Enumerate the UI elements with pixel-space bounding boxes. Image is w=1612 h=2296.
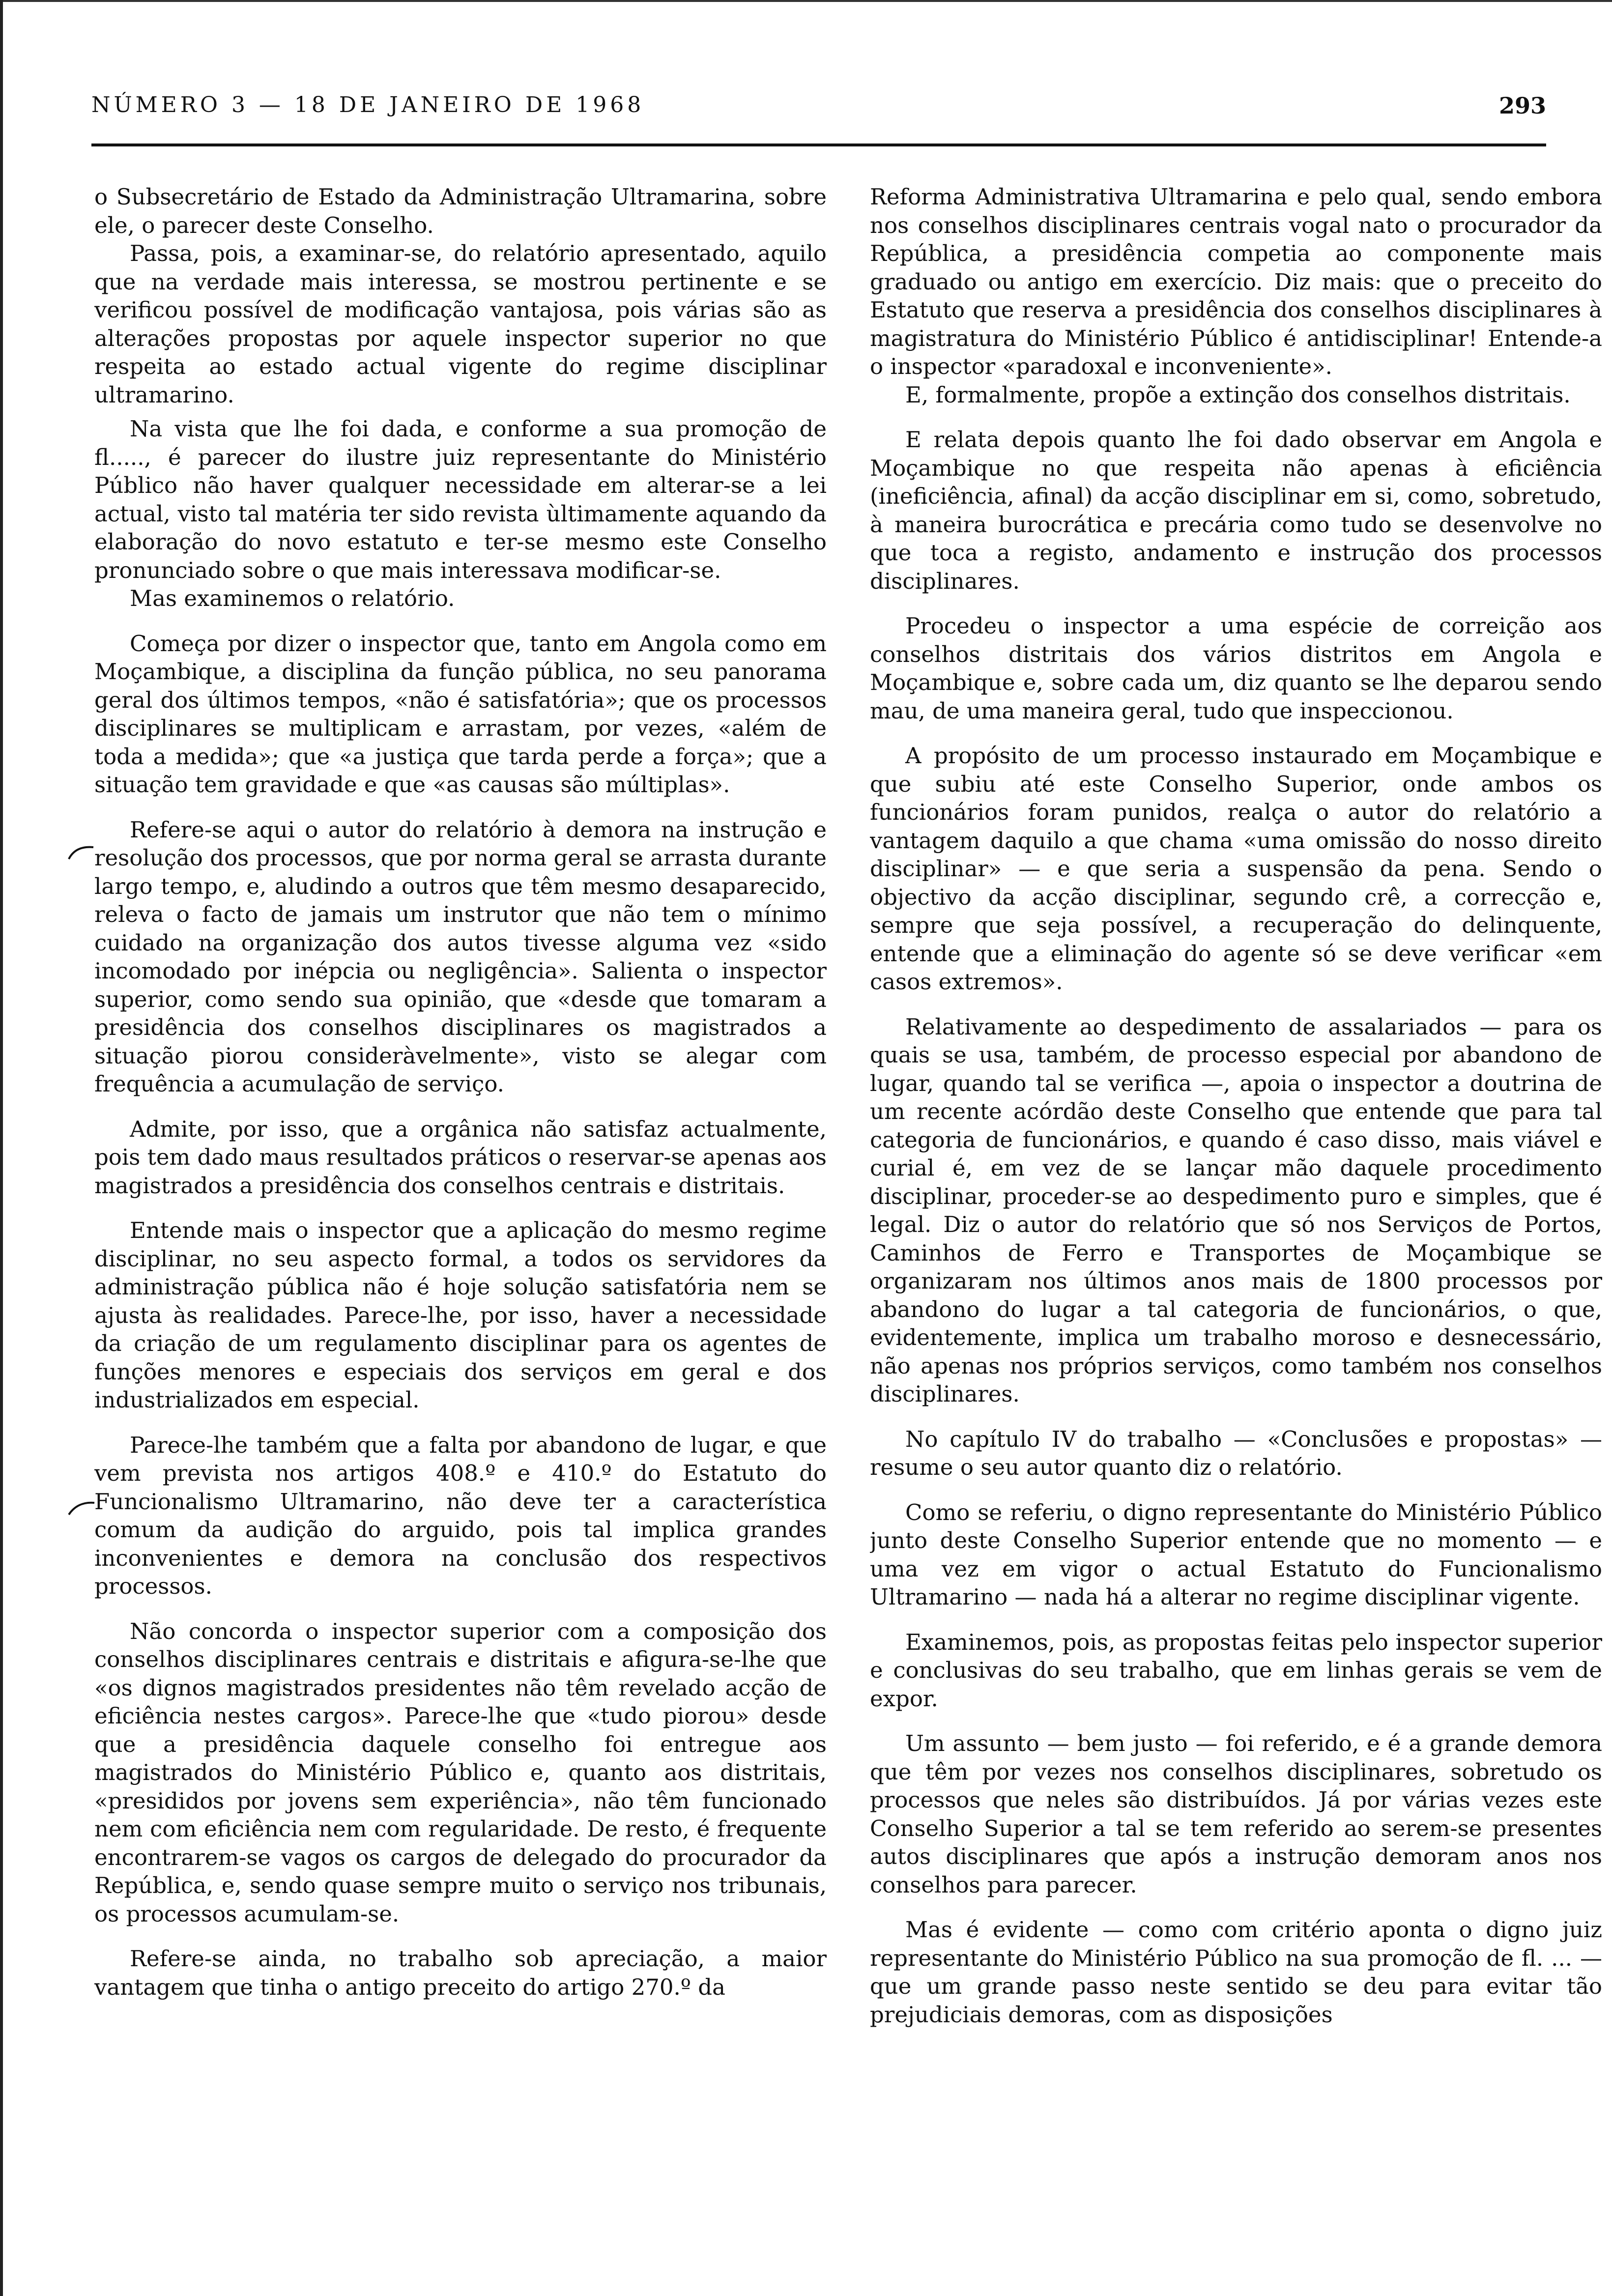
paragraph: Procedeu o inspector a uma espécie de correição aos conselhos distritais dos vários distritos em Angola e Moçambique e, sobre cada um, diz quanto se lhe deparou sendo mau, de uma maneira geral, tudo que inspeccionou. [870,613,1602,724]
margin-bracket-mark [63,1499,97,1519]
paragraph: No capítulo IV do trabalho — «Conclusões e propostas» — resume o seu autor quanto diz o relatório. [870,1426,1602,1480]
paragraph: o Subsecretário de Estado da Administração Ultramarina, sobre ele, o parecer deste Conselho. [94,184,827,238]
paragraph: Refere-se ainda, no trabalho sob apreciação, a maior vantagem que tinha o antigo preceito do artigo 270.º da [94,1946,827,2000]
paragraph: E, formalmente, propõe a extinção dos conselhos distritais. [905,381,1571,408]
paragraph: E relata depois quanto lhe foi dado observar em Angola e Moçambique no que respeita não apenas à eficiência (ineficiência, afinal) da acção disciplinar em si, como, sobretudo, à maneira burocrática e precária como tudo se desenvolve no que toca a registo, andamento e instrução dos processos disciplinares. [870,427,1602,594]
paragraph: Passa, pois, a examinar-se, do relatório apresentado, aquilo que na verdade mais interessa, se mostrou pertinente e se verificou possível de modificação vantajosa, pois várias são as alterações propostas por aquele inspector superior no que respeita ao estado actual vigente do regime disciplinar ultramarino. [94,240,827,408]
paragraph: Examinemos, pois, as propostas feitas pelo inspector superior e conclusivas do seu trabalho, que em linhas gerais se vem de expor. [870,1629,1602,1712]
paragraph: Começa por dizer o inspector que, tanto em Angola como em Moçambique, a disciplina da função pública, no seu panorama geral dos últimos tempos, «não é satisfatória»; que os processos disciplinares se multiplicam e arrastam, por vezes, «além de toda a medida»; que «a justiça que tarda perde a força»; que a situação tem gravidade e que «as causas são múltiplas». [94,630,827,798]
header-rule [91,144,1546,146]
paragraph: A propósito de um processo instaurado em Moçambique e que subiu até este Conselho Superior, onde ambos os funcionários foram punidos, realça o autor do relatório a vantagem daquilo a que chama «uma omissão do nosso direito disciplinar» — e que seria a suspensão da pena. Sendo o objectivo da acção disciplinar, segundo crê, a correcção e, sempre que seja possível, a recuperação do delinquente, entende que a eliminação do agente só se deve verificar «em casos extremos». [870,743,1602,995]
paragraph: Um assunto — bem justo — foi referido, e é a grande demora que têm por vezes nos conselhos disciplinares, sobretudo os processos que neles são distribuídos. Já por várias vezes este Conselho Superior a tal se tem referido ao serem-se presentes autos disciplinares que após a instrução demoram anos nos conselhos para parecer. [870,1730,1602,1898]
paragraph: Reforma Administrativa Ultramarina e pelo qual, sendo embora nos conselhos disciplinares centrais vogal nato o procurador da República, a presidência competia ao componente mais graduado ou antigo em exercício. Diz mais: que o preceito do Estatuto que reserva a presidência dos conselhos disciplinares à magistratura do Ministério Público é antidisciplinar! Entende-a o inspector «paradoxal e inconveniente». [870,184,1602,379]
paragraph: Admite, por isso, que a orgânica não satisfaz actualmente, pois tem dado maus resultados práticos o reservar-se apenas aos magistrados a presidência dos conselhos centrais e distritais. [94,1116,827,1199]
running-header [91,92,1546,137]
left-column [94,183,827,2276]
page-top-edge [0,0,1612,2]
paragraph: Parece-lhe também que a falta por abandono de lugar, e que vem prevista nos artigos 408.º e 410.º do Estatuto do Funcionalismo Ultramarino, não deve ter a característica comum da audição do arguido, pois tal implica grandes inconvenientes e demora na conclusão dos respectivos processos. [94,1432,827,1599]
paragraph: Relativamente ao despedimento de assalariados — para os quais se usa, também, de processo especial por abandono de lugar, quando tal se verifica —, apoia o inspector a doutrina de um recente acórdão deste Conselho que entende que para tal categoria de funcionários, e quando é caso disso, mais viável e curial é, em vez de se lançar mão daquele procedimento disciplinar, proceder-se ao despedimento puro e simples, que é legal. Diz o autor do relatório que só nos Serviços de Portos, Caminhos de Ferro e Transportes de Moçambique se organizaram nos últimos anos mais de 1800 processos por abandono do lugar a tal categoria de funcionários, o que, evidentemente, implica um trabalho moroso e desnecessário, não apenas nos próprios serviços, como também nos conselhos disciplinares. [870,1013,1602,1407]
issue-date-title: NÚMERO 3 — 18 DE JANEIRO DE 1968 [91,92,645,117]
page-number: 293 [1498,92,1546,119]
page-left-edge [0,0,3,2296]
paragraph: Como se referiu, o digno representante do Ministério Público junto deste Conselho Superior entende que no momento — e uma vez em vigor o actual Estatuto do Funcionalismo Ultramarino — nada há a alterar no regime disciplinar vigente. [870,1499,1602,1610]
paragraph: Mas é evidente — como com critério aponta o digno juiz representante do Ministério Público na sua promoção de fl. ... — que um grande passo neste sentido se deu para evitar tão prejudiciais demoras, com as disposições [870,1917,1602,2028]
paragraph: Na vista que lhe foi dada, e conforme a sua promoção de fl....., é parecer do ilustre juiz representante do Ministério Público não haver qualquer necessidade em alterar-se a lei actual, visto tal matéria ter sido revista ùltimamente aquando da elaboração do novo estatuto e ter-se mesmo este Conselho pronunciado sobre o que mais interessava modificar-se. [94,416,827,583]
paragraph: Refere-se aqui o autor do relatório à demora na instrução e resolução dos processos, que por norma geral se arrasta durante largo tempo, e, aludindo a outros que têm mesmo desaparecido, releva o facto de jamais um instrutor que não tem o mínimo cuidado na organização dos autos tivesse alguma vez «sido incomodado por inépcia ou negligência». Salienta o inspector superior, como sendo sua opinião, que «desde que tomaram a presidência dos conselhos disciplinares os magistrados a situação piorou consideràvelmente», visto se alegar com frequência a acumulação de serviço. [94,816,827,1097]
paragraph: Não concorda o inspector superior com a composição dos conselhos disciplinares centrais e distritais e afigura-se-lhe que «os dignos magistrados presidentes não têm revelado acção de eficiência nestes cargos». Parece-lhe que «tudo piorou» desde que a presidência daquele conselho foi entregue aos magistrados do Ministério Público e, quanto aos distritais, «presididos por jovens sem experiência», não têm funcionado nem com eficiência nem com regularidade. De resto, é frequente encontrarem-se vagos os cargos de delegado do procurador da República, e, sendo quase sempre muito o serviço nos tribunais, os processos acumulam-se. [94,1618,827,1927]
margin-bracket-mark [63,844,97,864]
paragraph: Entende mais o inspector que a aplicação do mesmo regime disciplinar, no seu aspecto formal, a todos os servidores da administração pública não é hoje solução satisfatória nem se ajusta às realidades. Parece-lhe, por isso, haver a necessidade da criação de um regulamento disciplinar para os agentes de funções menores e especiais dos serviços em geral e dos industrializados em especial. [94,1217,827,1413]
paragraph: Mas examinemos o relatório. [130,585,455,611]
right-column [870,183,1602,2276]
